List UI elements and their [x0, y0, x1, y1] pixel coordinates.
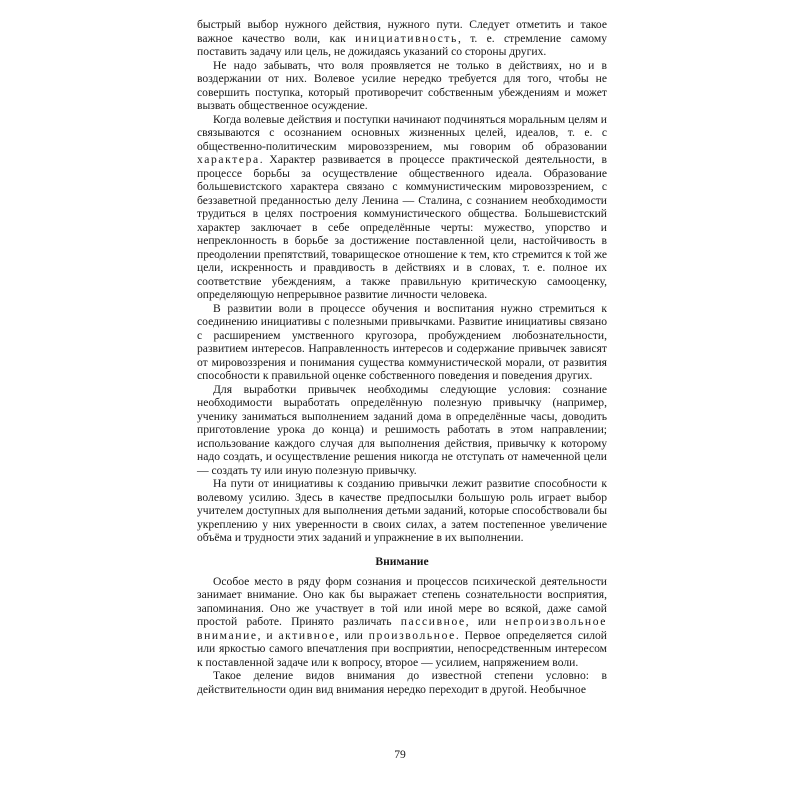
section-heading: Внимание	[375, 554, 429, 568]
paragraph	[197, 575, 607, 670]
text-block-bottom	[197, 575, 607, 697]
paragraph-text: Такое деление видов внимания до известной степени условно: в действительности один вид внимания нередко переходит в другой. Необычное	[197, 669, 607, 696]
paragraph-text: быстрый выбор нужного действия, нужного пути. Следует отметить и такое важное качество воли, как	[197, 18, 607, 45]
paragraph-text: Когда волевые действия и поступки начинают подчиняться моральным целям и связываются с осознанием основных жизненных целей, идеалов, т. е. с общественно-политическим мировоззрением, мы говорим об образовании	[197, 112, 607, 153]
paragraph-text: В развитии воли в процессе обучения и воспитания нужно стремиться к соединению инициативы с полезными привычками. Развитие инициативы связано с расширением умственного кругозора, пробуждением любознательности, развитием интересов. Направленность интересов и содержание привычек зависят от мировоззрения и понимания существа коммунистической морали, от развития способности к правильной оценке собственного поведения и поведения других.	[197, 301, 607, 382]
paragraph-text: Для выработки привычек необходимы следующие условия: сознание необходимости выработать определённую полезную привычку (например, ученику заниматься выполнением заданий дома в определённые часы, доводить приготовление урока до конца) и решимость работать в этом направлении; использование каждого случая для выполнения действия, привычку к которому надо создать, и осуществление решения никогда не отступать от намеченной цели — создать ту или иную полезную привычку.	[197, 382, 607, 477]
spaced-term: произвольное	[368, 628, 456, 642]
text-block-top	[197, 18, 607, 545]
paragraph-text: , или	[335, 628, 369, 642]
paragraph-text: На пути от инициативы к созданию привычки лежит развитие способности к волевому усилию. Здесь в качестве предпосылки большую роль играет выбор учителем доступных для выполнения детьми заданий, которые способствовали бы укреплению у них уверенности в своих силах, а затем постепенное увеличение объёма и трудности этих заданий и упражнение в их выполнении.	[197, 477, 607, 544]
spaced-term: непроизвольное внимание	[197, 615, 607, 642]
paragraph-text: , или	[465, 615, 506, 628]
paragraph	[197, 302, 607, 383]
paragraph	[197, 59, 607, 113]
page-number: 79	[394, 748, 406, 761]
paragraph	[197, 18, 607, 59]
paragraph	[197, 669, 607, 696]
paragraph-text: , т. е. стремление самому поставить задачу или цель, не дожидаясь указаний со стороны других.	[197, 31, 607, 58]
paragraph	[197, 113, 607, 302]
page-text	[197, 18, 607, 696]
paragraph	[197, 477, 607, 545]
spaced-term: инициативность	[355, 31, 458, 45]
paragraph-text: . Характер развивается в процессе практической деятельности, в процессе борьбы за осуществление общественного идеала. Образование большевистского характера связано с коммунистическим мировоззрением, с беззаветной преданностью делу Ленина — Сталина, с сознанием необходимости трудиться в целях построения коммунистического общества. Большевистский характер заключает в себе определённые черты: мужество, упорство и непреклонность в борьбе за достижение поставленной цели, настойчивость в преодолении препятствий, товарищеское отношение к тем, кто стремится к той же цели, искренность и правдивость в действиях и в словах, т. е. полное их соответствие убеждениям, а также правильную критическую самооценку, определяющую непрерывное развитие личности человека.	[197, 153, 607, 301]
paragraph	[197, 383, 607, 478]
spaced-term: активное	[278, 628, 336, 642]
paragraph-text: Не надо забывать, что воля проявляется не только в действиях, но и в воздержании от них. Волевое усилие нередко требуется для того, чтобы не совершить поступка, который противоречит собственным убеждениям и может вызвать общественное осуждение.	[197, 58, 607, 112]
paragraph-text: Особое место в ряду форм сознания и процессов психической деятельности занимает внимание. Оно как бы выражает степень сознательности восприятия, запоминания. Оно же участвует в той или иной мере во всякой, даже самой простой работе. Принято различать	[197, 574, 607, 628]
spaced-term: характера	[197, 153, 260, 166]
paragraph-text: . Первое определяется силой или яркостью самого впечатления при восприятии, непосредственным интересом к поставленной задаче или к вопросу, второе — усилием, напряжением воли.	[197, 628, 608, 669]
spaced-term: пассивное	[400, 615, 466, 628]
paragraph-text: , и	[257, 628, 279, 642]
